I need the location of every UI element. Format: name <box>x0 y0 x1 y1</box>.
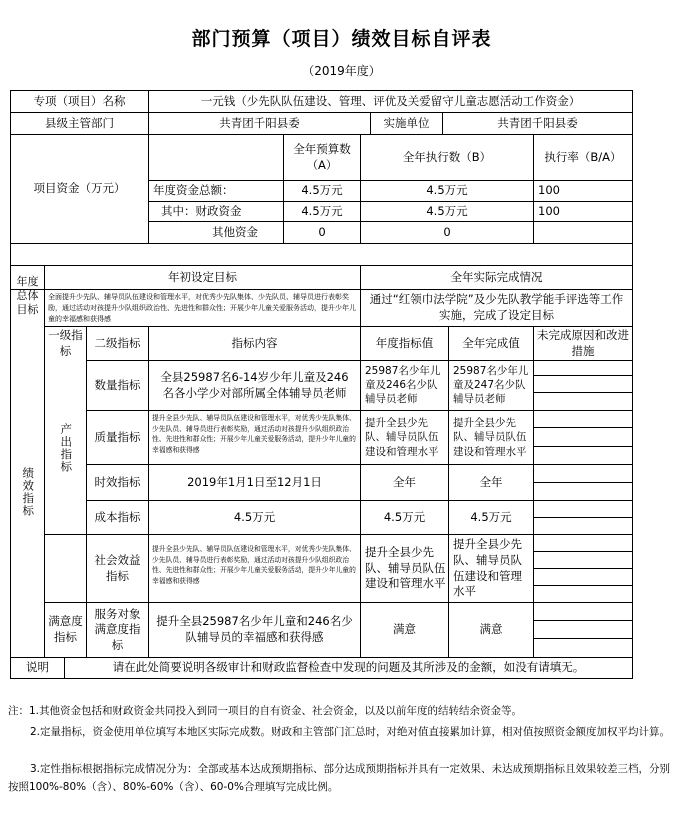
funds-fiscal-rate: 100 <box>538 203 560 218</box>
impl-unit-value: 共青团千阳县委 <box>497 115 578 130</box>
funds-fiscal-label: 其中：财政资金 <box>161 203 242 218</box>
initial-goal-header: 年初设定目标 <box>168 269 237 284</box>
benefit-indicator-label <box>45 535 86 602</box>
timeliness-indicator-content: 2019年1月1日至12月1日 <box>187 474 322 489</box>
quality-indicator-name: 质量指标 <box>94 429 141 444</box>
remark-label: 说明 <box>26 660 49 675</box>
funds-total-budget: 4.5万元 <box>301 183 343 198</box>
col-budget-header: 全年预算数（A） <box>293 141 351 172</box>
service-satisfaction-indicator-name: 服务对象满意度指标 <box>94 606 141 652</box>
content-header: 指标内容 <box>231 335 278 350</box>
service-satisfaction-indicator-target: 满意 <box>393 622 416 637</box>
quantity-indicator-name: 数量指标 <box>94 377 141 392</box>
funds-fiscal-budget: 4.5万元 <box>301 203 343 218</box>
funds-other-exec: 0 <box>443 224 451 239</box>
report-year: （2019年度） <box>302 64 381 78</box>
page-title: 部门预算（项目）绩效目标自评表 <box>191 28 492 50</box>
impl-unit-label: 实施单位 <box>383 115 430 130</box>
col-rate-header: 执行率（B/A） <box>544 149 622 164</box>
timeliness-indicator-target: 全年 <box>393 474 416 489</box>
cost-indicator-name: 成本指标 <box>94 509 141 524</box>
service-satisfaction-indicator-content: 提升全县25987名少年儿童和246名少队辅导员的幸福感和获得感 <box>156 614 353 644</box>
quantity-indicator-done: 25987名少年儿童及247名少队辅导员老师 <box>453 365 529 406</box>
social-benefit-indicator-done: 提升全县少先队、辅导员队伍建设和管理水平 <box>453 537 522 599</box>
funds-fiscal-exec: 4.5万元 <box>426 203 468 218</box>
satisfaction-indicator-label: 满意度指标 <box>48 614 83 644</box>
dept-value: 共青团千阳县委 <box>219 115 300 130</box>
target-header: 年度指标值 <box>375 335 434 350</box>
quantity-indicator-target: 25987名少年儿童及246名少队辅导员老师 <box>365 365 441 406</box>
funds-total-rate: 100 <box>538 183 560 198</box>
actual-result-header: 全年实际完成情况 <box>450 269 543 284</box>
actual-result-text: 通过“红领巾法学院”及少先队教学能手评选等工作实施，完成了设定目标 <box>369 292 624 322</box>
funds-other-label: 其他资金 <box>212 224 258 239</box>
done-header: 全年完成值 <box>462 335 520 350</box>
social-benefit-indicator-target: 提升全县少先队、辅导员队伍建设和管理水平 <box>365 545 446 591</box>
level1-header: 一级指标 <box>48 327 83 358</box>
remark-text: 请在此处简要说明各级审计和财政监督检查中发现的问题及其所涉及的金额，如没有请填无。 <box>112 660 585 675</box>
cost-indicator-content: 4.5万元 <box>233 509 276 524</box>
quality-indicator-done: 提升全县少先队、辅导员队伍建设和管理水平 <box>453 417 527 458</box>
dept-label: 县级主管部门 <box>45 115 114 130</box>
funds-label: 项目资金（万元） <box>33 181 126 196</box>
note-1: 注：1.其他资金包括和财政资金共同投入到同一项目的自有资金、社会资金，以及以前年度的结转结余资金等。 <box>8 705 523 717</box>
col-exec-header: 全年执行数（B） <box>402 149 492 164</box>
note-2: 2.定量指标，资金使用单位填写本地区实际完成数。财政和主管部门汇总时，对绝对值直接累加计算，相对值按照资金额度加权平均计算。 <box>30 726 671 738</box>
timeliness-indicator-name: 时效指标 <box>94 474 141 489</box>
level2-header: 二级指标 <box>94 335 141 350</box>
service-satisfaction-indicator-done: 满意 <box>479 622 503 637</box>
project-name-label: 专项（项目）名称 <box>33 93 126 108</box>
project-name-value: 一元钱（少先队队伍建设、管理、评优及关爱留守儿童志愿活动工作资金） <box>200 93 581 108</box>
output-indicator-label: 产出指标 <box>59 422 74 473</box>
social-benefit-indicator-content: 提升全县少先队、辅导员队伍建设和管理水平，对优秀少先队集体、少先队员、辅导员进行表彰奖励，通过活动对孩提升少队组织政治性、先进性和群众性；开展少年儿童关爱服务活动，提升少年儿童的幸福感和获得感 <box>152 545 356 585</box>
performance-indicator-label: 绩效指标 <box>21 467 36 517</box>
quality-indicator-target: 提升全县少先队、辅导员队伍建设和管理水平 <box>365 417 439 458</box>
reason-header: 未完成原因和改进措施 <box>537 327 629 358</box>
quantity-indicator-content: 全县25987名6-14岁少年儿童及246名各小学少对部所属全体辅导员老师 <box>160 369 349 400</box>
annual-goal-label: 年度总体目标 <box>16 274 39 317</box>
funds-total-exec: 4.5万元 <box>426 183 468 198</box>
social-benefit-indicator-name: 社会效益指标 <box>94 552 141 583</box>
funds-total-label: 年度资金总额： <box>153 183 234 198</box>
timeliness-indicator-done: 全年 <box>479 474 503 489</box>
initial-goal-text: 全面提升少先队、辅导员队伍建设和管理水平，对优秀少先队集体、少先队员、辅导员进行表彰奖励，通过活动对孩提升少队组织政治性、先进性和群众性；开展少年儿童关爱服务活动，提升少年儿童的幸福感和获得感 <box>48 293 356 323</box>
funds-other-budget: 0 <box>318 224 326 239</box>
note-3: 3.定性指标根据指标完成情况分为：全部或基本达成预期指标、部分达成预期指标并具有一定效果、未达成预期指标且效果较差三档，分别按照100%-80%（含）、80%-60%（含）、60-0%合理填写完成比例。 <box>8 763 671 794</box>
cost-indicator-target: 4.5万元 <box>383 509 426 524</box>
quality-indicator-content: 提升全县少先队、辅导员队伍建设和管理水平，对优秀少先队集体、少先队员、辅导员进行表彰奖励，通过活动对孩提升少队组织政治性、先进性和群众性；开展少年儿童关爱服务活动，提升少年儿童的幸福感和获得感 <box>152 414 356 454</box>
cost-indicator-done: 4.5万元 <box>470 509 512 524</box>
